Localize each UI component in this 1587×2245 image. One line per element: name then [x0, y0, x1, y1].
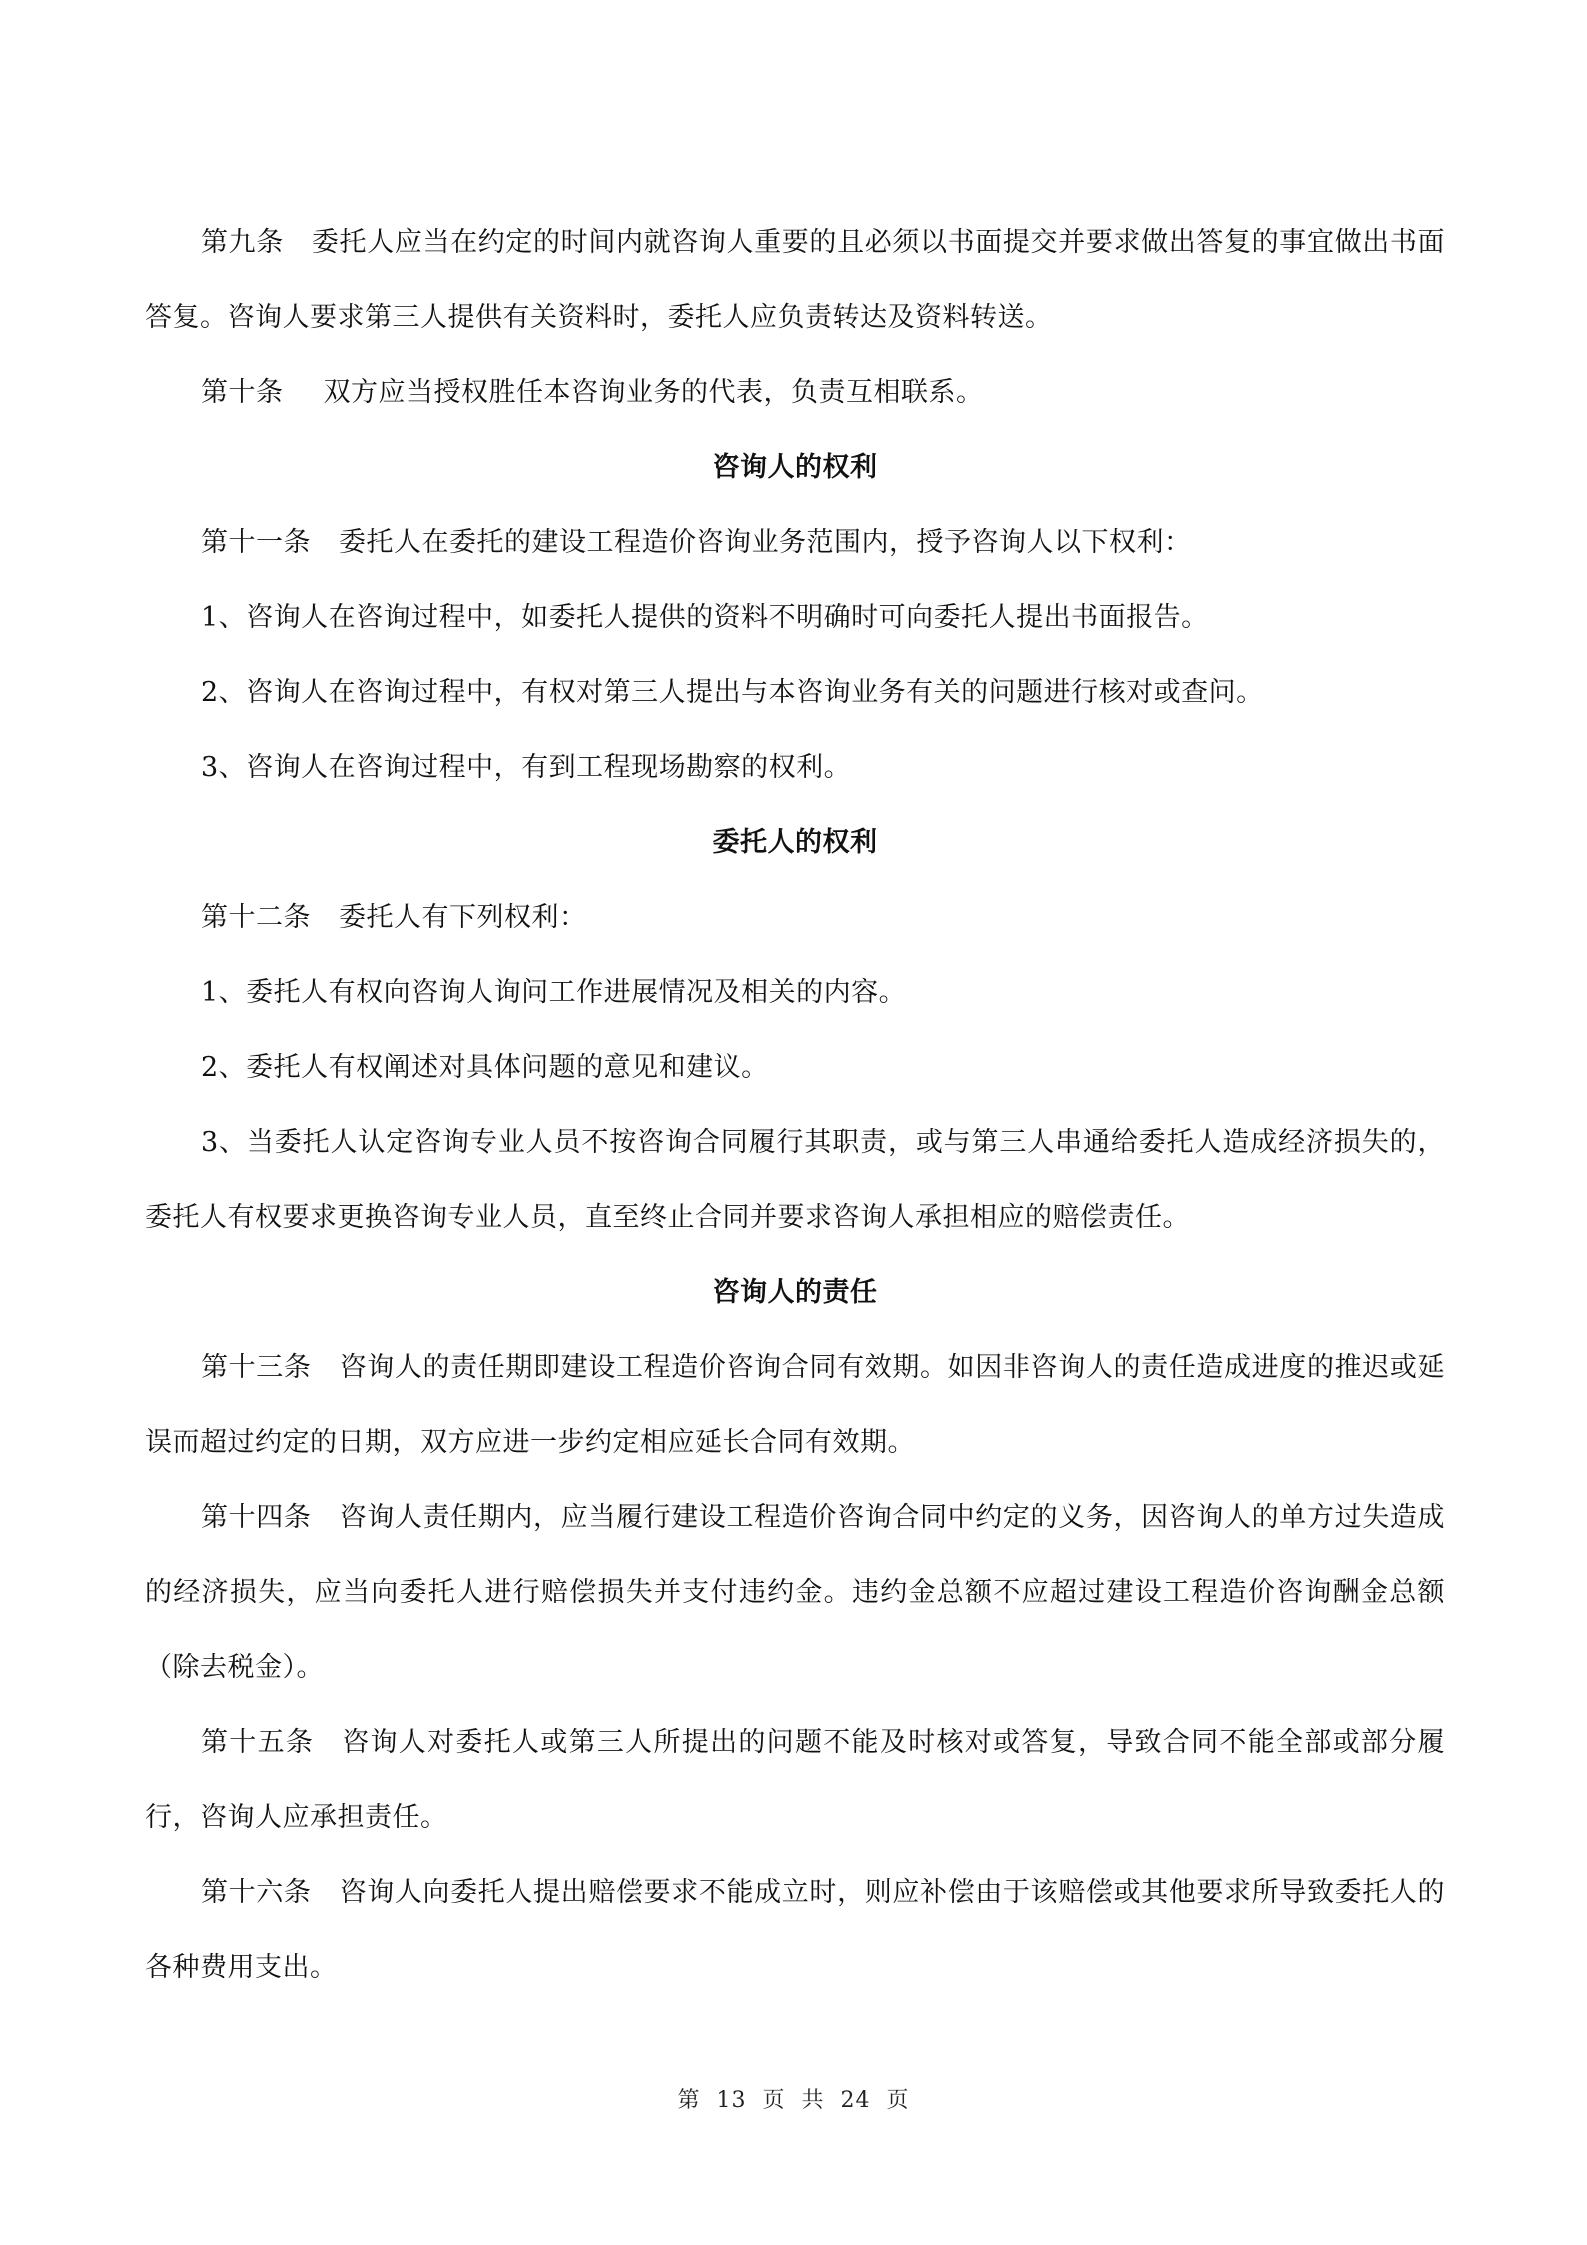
list-item: 1、咨询人在咨询过程中，如委托人提供的资料不明确时可向委托人提出书面报告。 [201, 602, 1209, 633]
list-item: 1、委托人有权向咨询人询问工作进展情况及相关的内容。 [201, 977, 907, 1008]
article-text: 委托人应当在约定的时间内就咨询人重要的且必须以书面提交并要求做出答复的事宜做出书面答复。咨询人要求第三人提供有关资料时，委托人应负责转达及资料转送。 [145, 227, 1446, 333]
article-text: 委托人在委托的建设工程造价咨询业务范围内，授予咨询人以下权利： [339, 527, 1192, 558]
article-14 [145, 1480, 1445, 1705]
article-10 [145, 355, 1445, 430]
page-footer [0, 2083, 1587, 2114]
article-9 [145, 205, 1445, 355]
section-heading-consultant-liability: 咨询人的责任 [712, 1277, 878, 1308]
article-text: 咨询人向委托人提出赔偿要求不能成立时，则应补偿由于该赔偿或其他要求所导致委托人的各种费用支出。 [145, 1877, 1446, 1983]
list-item: 3、咨询人在咨询过程中，有到工程现场勘察的权利。 [201, 752, 852, 783]
article-text: 咨询人责任期内，应当履行建设工程造价咨询合同中约定的义务，因咨询人的单方过失造成的经济损失，应当向委托人进行赔偿损失并支付违约金。违约金总额不应超过建设工程造价咨询酬金总额（除去税金）。 [145, 1502, 1446, 1683]
article-text: 咨询人对委托人或第三人所提出的问题不能及时核对或答复，导致合同不能全部或部分履行，咨询人应承担责任。 [145, 1727, 1446, 1833]
footer-page-unit: 页 [762, 2088, 786, 2113]
article-12 [145, 880, 1445, 955]
article-text: 委托人有下列权利： [339, 902, 587, 933]
footer-page-label: 第 [677, 2088, 701, 2113]
article-number: 第十条 [201, 377, 284, 408]
article-number: 第十三条 [201, 1352, 312, 1383]
article-16 [145, 1855, 1445, 2005]
article-text: 咨询人的责任期即建设工程造价咨询合同有效期。如因非咨询人的责任造成进度的推迟或延误而超过约定的日期，双方应进一步约定相应延长合同有效期。 [145, 1352, 1446, 1458]
article-number: 第九条 [201, 227, 284, 258]
list-item: 2、委托人有权阐述对具体问题的意见和建议。 [201, 1052, 769, 1083]
footer-total-pages: 24 [840, 2088, 871, 2113]
list-item: 3、当委托人认定咨询专业人员不按咨询合同履行其职责，或与第三人串通给委托人造成经济损失的，委托人有权要求更换咨询专业人员，直至终止合同并要求咨询人承担相应的赔偿责任。 [145, 1127, 1445, 1233]
article-number: 第十二条 [201, 902, 311, 933]
article-15 [145, 1705, 1445, 1855]
section-heading-consultant-rights: 咨询人的权利 [712, 452, 878, 483]
article-number: 第十五条 [201, 1727, 315, 1758]
footer-total-unit: 页 [886, 2088, 910, 2113]
article-number: 第十六条 [201, 1877, 312, 1908]
footer-total-label: 共 [801, 2088, 825, 2113]
footer-page-number: 13 [716, 2088, 747, 2113]
article-11 [145, 505, 1445, 580]
list-item: 2、咨询人在咨询过程中，有权对第三人提出与本咨询业务有关的问题进行核对或查问。 [201, 677, 1264, 708]
document-body [145, 205, 1445, 2005]
article-number: 第十一条 [201, 527, 311, 558]
section-heading-client-rights: 委托人的权利 [712, 827, 878, 858]
article-text: 双方应当授权胜任本咨询业务的代表，负责互相联系。 [323, 377, 984, 408]
article-13 [145, 1330, 1445, 1480]
article-number: 第十四条 [201, 1502, 312, 1533]
